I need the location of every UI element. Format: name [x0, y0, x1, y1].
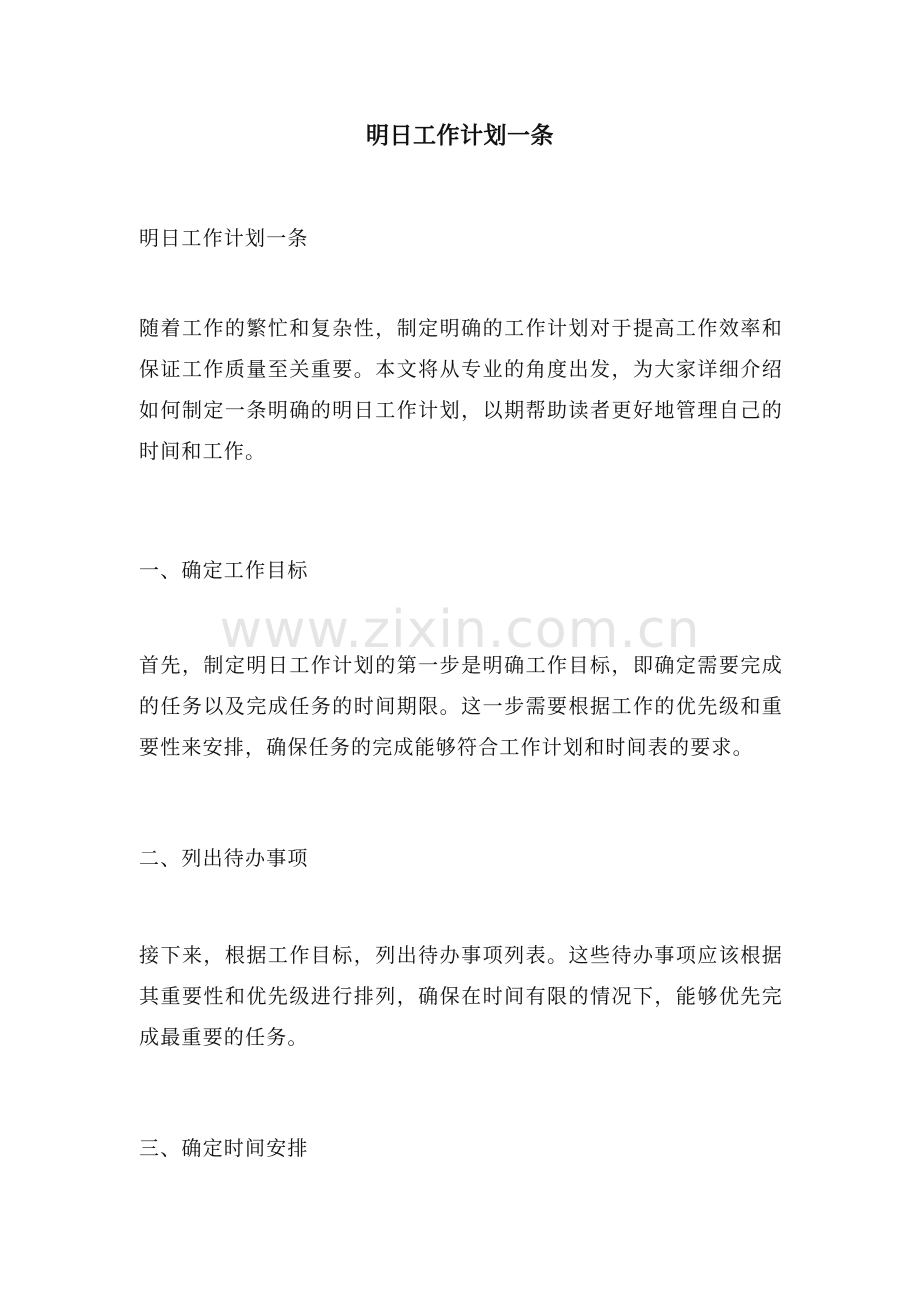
- document-subtitle: 明日工作计划一条: [139, 226, 309, 250]
- intro-paragraph: 随着工作的繁忙和复杂性，制定明确的工作计划对于提高工作效率和保证工作质量至关重要。本文将从专业的角度出发，为大家详细介绍如何制定一条明确的明日工作计划，以期帮助读者更好地管理自己的时间和工作。: [139, 316, 783, 463]
- section-heading-3: 三、确定时间安排: [139, 1136, 309, 1160]
- document-title: 明日工作计划一条: [366, 122, 554, 149]
- section-heading-2: 二、列出待办事项: [139, 846, 309, 870]
- section-heading-1: 一、确定工作目标: [139, 558, 309, 582]
- section-body-1: 首先，制定明日工作计划的第一步是明确工作目标，即确定需要完成的任务以及完成任务的时间期限。这一步需要根据工作的优先级和重要性来安排，确保任务的完成能够符合工作计划和时间表的要求。: [139, 653, 783, 759]
- section-body-2: 接下来，根据工作目标，列出待办事项列表。这些待办事项应该根据其重要性和优先级进行排列，确保在时间有限的情况下，能够优先完成最重要的任务。: [139, 943, 783, 1049]
- watermark: www.zixin.com.cn: [219, 600, 701, 660]
